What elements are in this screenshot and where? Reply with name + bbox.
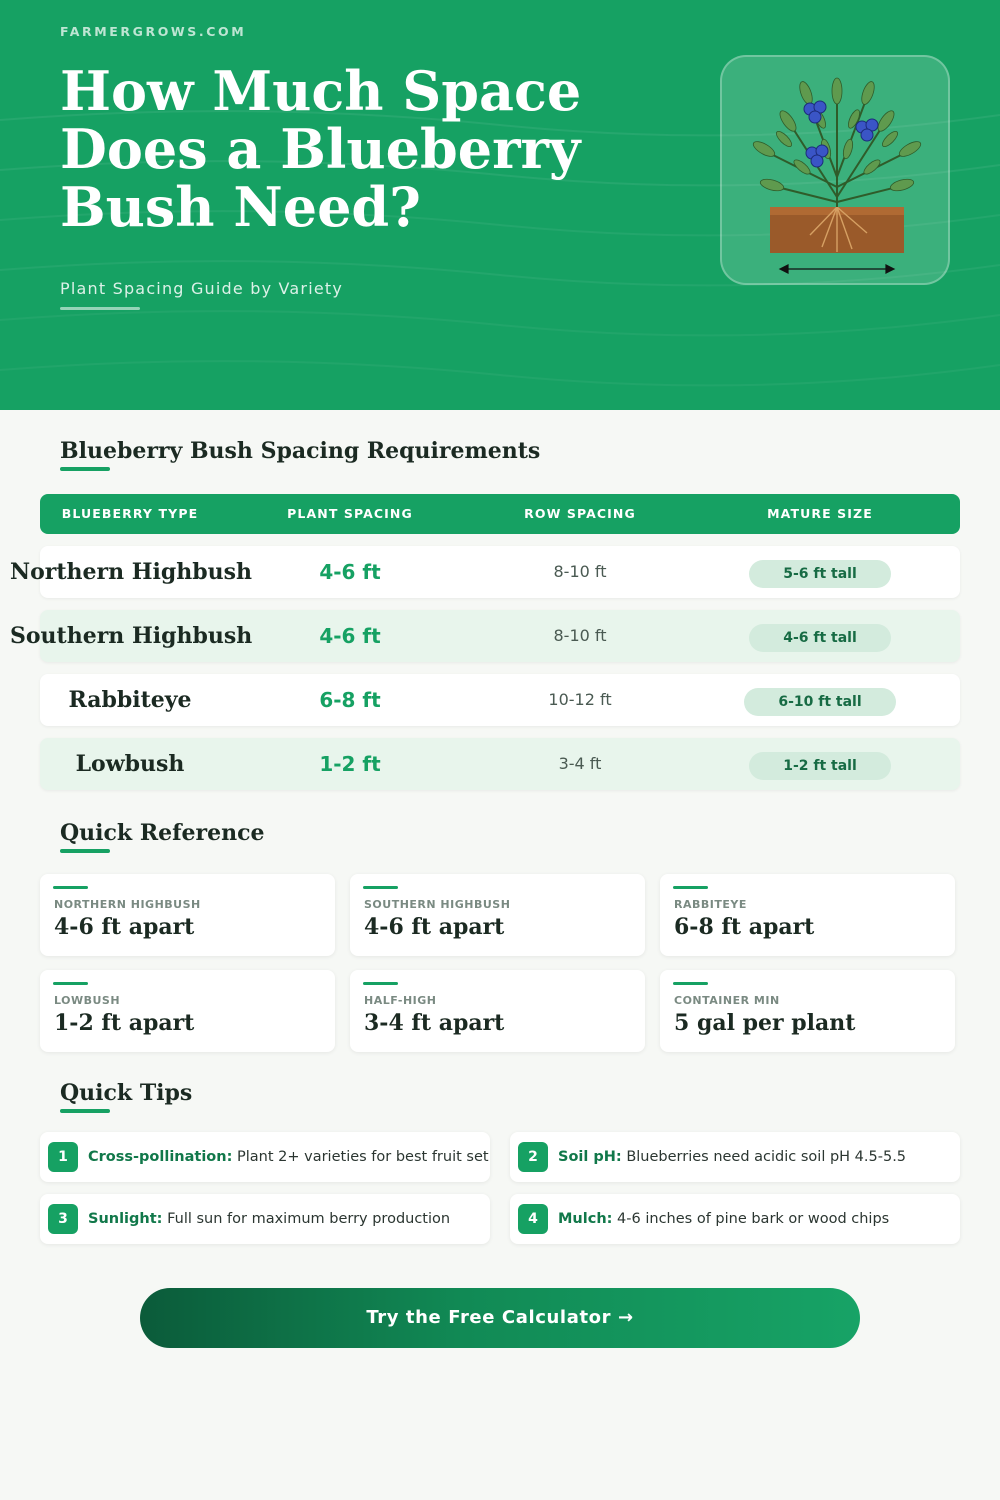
tip-title: Cross-pollination: [88, 1149, 233, 1165]
tip-text [88, 1132, 489, 1182]
card-value: 4-6 ft apart [54, 914, 195, 940]
row-spacing: 3-4 ft [558, 754, 602, 773]
card-label: HALF-HIGH [364, 994, 437, 1007]
card-value: 4-6 ft apart [364, 914, 505, 940]
tip-item [40, 1132, 490, 1182]
section-underline [60, 1109, 110, 1113]
reference-card [350, 970, 645, 1052]
card-label: RABBITEYE [674, 898, 747, 911]
table-row [40, 674, 960, 726]
title-line: How Much Space [60, 59, 582, 123]
tip-body: 4-6 inches of pine bark or wood chips [612, 1211, 890, 1227]
hero-banner [0, 0, 1000, 410]
column-header: PLANT SPACING [287, 506, 413, 521]
reference-card [660, 874, 955, 956]
tip-item [40, 1194, 490, 1244]
tip-text [558, 1194, 889, 1244]
blueberry-type: Lowbush [75, 751, 185, 777]
card-value: 6-8 ft apart [674, 914, 815, 940]
site-name: FARMERGROWS.COM [60, 24, 247, 39]
plant-spacing: 6-8 ft [319, 688, 381, 712]
card-accent-bar [53, 982, 88, 985]
mature-size-badge: 1-2 ft tall [749, 752, 891, 780]
quick-reference-title: Quick Reference [60, 820, 265, 846]
free-calculator-button[interactable]: Try the Free Calculator → [140, 1288, 860, 1348]
tip-body: Plant 2+ varieties for best fruit set [232, 1149, 489, 1165]
card-label: CONTAINER MIN [674, 994, 780, 1007]
blueberry-bush-illustration [720, 55, 950, 285]
blueberry-type: Southern Highbush [10, 623, 253, 649]
tip-number-badge: 3 [48, 1204, 78, 1234]
section-underline [60, 849, 110, 853]
card-accent-bar [673, 886, 708, 889]
tip-item [510, 1132, 960, 1182]
mature-size-badge: 4-6 ft tall [749, 624, 891, 652]
card-value: 3-4 ft apart [364, 1010, 505, 1036]
blueberry-type: Rabbiteye [68, 687, 192, 713]
tip-number-badge: 1 [48, 1142, 78, 1172]
mature-size [740, 751, 900, 779]
title-line: Bush Need? [60, 175, 421, 239]
table-header [40, 494, 960, 534]
table-row [10, 546, 960, 598]
tip-body: Full sun for maximum berry production [162, 1211, 451, 1227]
subtitle-underline [60, 307, 140, 310]
column-header: ROW SPACING [524, 506, 636, 521]
mature-size-badge: 6-10 ft tall [744, 688, 895, 716]
mature-size [740, 687, 900, 715]
tip-text [558, 1132, 906, 1182]
card-value: 5 gal per plant [674, 1010, 856, 1036]
row-spacing: 10-12 ft [548, 690, 612, 709]
blueberry-bush-icon [722, 57, 952, 287]
plant-spacing: 4-6 ft [319, 624, 381, 648]
table-row [10, 610, 960, 662]
card-label: LOWBUSH [54, 994, 121, 1007]
tip-number-badge: 4 [518, 1204, 548, 1234]
reference-card [40, 970, 335, 1052]
title-line: Does a Blueberry [60, 117, 581, 181]
row-spacing: 8-10 ft [553, 562, 607, 581]
card-value: 1-2 ft apart [54, 1010, 195, 1036]
card-accent-bar [363, 886, 398, 889]
blueberry-type: Northern Highbush [10, 559, 253, 585]
spacing-section-title: Blueberry Bush Spacing Requirements [60, 438, 541, 464]
page-title [60, 59, 620, 239]
tip-title: Sunlight: [88, 1211, 163, 1227]
mature-size [740, 559, 900, 587]
mature-size-badge: 5-6 ft tall [749, 560, 891, 588]
plant-spacing: 1-2 ft [319, 752, 381, 776]
tip-title: Mulch: [558, 1211, 613, 1227]
card-label: SOUTHERN HIGHBUSH [364, 898, 511, 911]
quick-tips-title: Quick Tips [60, 1080, 193, 1106]
reference-card [350, 874, 645, 956]
plant-spacing: 4-6 ft [319, 560, 381, 584]
section-underline [60, 467, 110, 471]
row-spacing: 8-10 ft [553, 626, 607, 645]
table-row [40, 738, 960, 790]
card-label: NORTHERN HIGHBUSH [54, 898, 201, 911]
column-header: MATURE SIZE [767, 506, 873, 521]
tip-title: Soil pH: [558, 1149, 622, 1165]
page-subtitle: Plant Spacing Guide by Variety [60, 279, 344, 298]
card-accent-bar [53, 886, 88, 889]
card-accent-bar [363, 982, 398, 985]
tip-number-badge: 2 [518, 1142, 548, 1172]
mature-size [740, 623, 900, 651]
tip-text [88, 1194, 450, 1244]
column-header: BLUEBERRY TYPE [61, 506, 199, 521]
card-accent-bar [673, 982, 708, 985]
reference-card [40, 874, 335, 956]
tip-item [510, 1194, 960, 1244]
reference-card [660, 970, 955, 1052]
tip-body: Blueberries need acidic soil pH 4.5-5.5 [621, 1149, 907, 1165]
